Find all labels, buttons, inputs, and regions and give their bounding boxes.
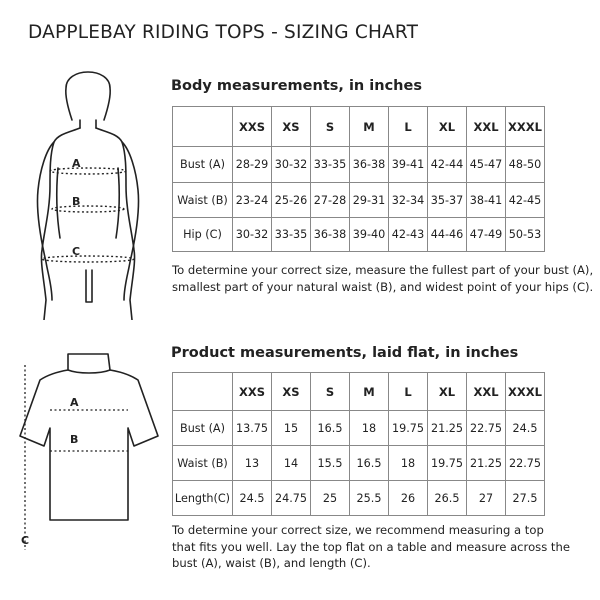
right-arm-outline <box>122 142 139 300</box>
table-row <box>173 147 545 183</box>
body-silhouette-figure <box>0 0 170 320</box>
table-cell: 42-44 <box>428 147 467 183</box>
table-cell: 42-43 <box>389 218 428 252</box>
size-header: XXXL <box>506 107 545 147</box>
table-cell: 22.75 <box>506 446 545 481</box>
note-line: that fits you well. Lay the top flat on a table and measure across the <box>172 539 570 554</box>
table-cell: 13.75 <box>233 411 272 446</box>
collar-outline <box>68 370 110 373</box>
row-label: Bust (A) <box>173 147 233 183</box>
row-label: Bust (A) <box>173 411 233 446</box>
product-measurements-table <box>172 372 545 516</box>
table-cell: 38-41 <box>467 183 506 218</box>
table-cell: 24.5 <box>233 481 272 516</box>
table-header-row <box>173 373 545 411</box>
body-label-c: C <box>72 245 81 258</box>
table-cell: 27.5 <box>506 481 545 516</box>
table-cell: 30-32 <box>233 218 272 252</box>
table-cell: 33-35 <box>311 147 350 183</box>
table-cell: 16.5 <box>311 411 350 446</box>
size-header: M <box>350 373 389 411</box>
note-line: smallest part of your natural waist (B), and widest point of your hips (C). <box>172 279 594 294</box>
note-line: To determine your correct size, we recommend measuring a top <box>172 523 544 537</box>
table-cell: 13 <box>233 446 272 481</box>
table-row <box>173 218 545 252</box>
neck-outline <box>80 120 96 128</box>
table-cell: 26 <box>389 481 428 516</box>
table-cell: 26.5 <box>428 481 467 516</box>
body-measurements-heading: Body measurements, in inches <box>171 78 422 94</box>
product-label-c: C <box>21 534 30 547</box>
table-cell: 15 <box>272 411 311 446</box>
table-cell: 25 <box>311 481 350 516</box>
row-label: Length(C) <box>173 481 233 516</box>
table-cell: 48-50 <box>506 147 545 183</box>
table-cell: 15.5 <box>311 446 350 481</box>
table-cell: 32-34 <box>389 183 428 218</box>
table-cell: 47-49 <box>467 218 506 252</box>
table-cell: 21.25 <box>428 411 467 446</box>
table-cell: 39-41 <box>389 147 428 183</box>
torso-right-outline <box>96 128 135 320</box>
table-cell: 14 <box>272 446 311 481</box>
table-row <box>173 183 545 218</box>
bust-measure-line <box>50 168 126 174</box>
head-outline <box>66 72 110 120</box>
table-row <box>173 446 545 481</box>
row-label: Waist (B) <box>173 446 233 481</box>
size-header: XS <box>272 107 311 147</box>
table-cell: 39-40 <box>350 218 389 252</box>
table-cell: 24.75 <box>272 481 311 516</box>
page-title: DAPPLEBAY RIDING TOPS - SIZING CHART <box>28 22 419 43</box>
hip-measure-line <box>42 256 134 262</box>
body-label-b: B <box>72 195 81 208</box>
size-header: XXS <box>233 107 272 147</box>
product-label-b: B <box>70 433 79 446</box>
waist-measure-line <box>52 206 124 212</box>
body-label-a: A <box>72 157 81 170</box>
table-cell: 19.75 <box>389 411 428 446</box>
table-cell: 21.25 <box>467 446 506 481</box>
size-header: L <box>389 107 428 147</box>
product-label-a: A <box>70 396 79 409</box>
size-header: S <box>311 373 350 411</box>
table-cell: 45-47 <box>467 147 506 183</box>
size-header: XL <box>428 373 467 411</box>
table-header-row <box>173 107 545 147</box>
table-cell: 27 <box>467 481 506 516</box>
size-header: XXL <box>467 373 506 411</box>
table-cell: 44-46 <box>428 218 467 252</box>
size-header: S <box>311 107 350 147</box>
size-header: M <box>350 107 389 147</box>
corner-cell <box>173 373 233 411</box>
body-measurements-table <box>172 106 545 252</box>
table-cell: 23-24 <box>233 183 272 218</box>
table-cell: 50-53 <box>506 218 545 252</box>
table-cell: 18 <box>350 411 389 446</box>
top-outline <box>20 354 158 520</box>
corner-cell <box>173 107 233 147</box>
table-cell: 24.5 <box>506 411 545 446</box>
size-header: XS <box>272 373 311 411</box>
size-header: XL <box>428 107 467 147</box>
table-cell: 27-28 <box>311 183 350 218</box>
table-cell: 33-35 <box>272 218 311 252</box>
table-cell: 36-38 <box>311 218 350 252</box>
table-cell: 16.5 <box>350 446 389 481</box>
size-header: XXL <box>467 107 506 147</box>
table-cell: 22.75 <box>467 411 506 446</box>
left-arm-outline <box>37 142 54 300</box>
leg-gap-outline <box>86 270 92 302</box>
table-cell: 42-45 <box>506 183 545 218</box>
note-line: bust (A), waist (B), and length (C). <box>172 556 371 570</box>
table-cell: 25.5 <box>350 481 389 516</box>
product-measurement-note <box>172 522 570 572</box>
table-cell: 35-37 <box>428 183 467 218</box>
table-cell: 18 <box>389 446 428 481</box>
table-cell: 30-32 <box>272 147 311 183</box>
table-row <box>173 411 545 446</box>
size-header: XXS <box>233 373 272 411</box>
size-header: XXXL <box>506 373 545 411</box>
riding-top-figure <box>0 340 170 560</box>
row-label: Waist (B) <box>173 183 233 218</box>
table-cell: 29-31 <box>350 183 389 218</box>
product-measurements-heading: Product measurements, laid flat, in inches <box>171 345 519 361</box>
table-cell: 28-29 <box>233 147 272 183</box>
table-cell: 36-38 <box>350 147 389 183</box>
table-cell: 25-26 <box>272 183 311 218</box>
table-cell: 19.75 <box>428 446 467 481</box>
body-measurement-note <box>172 262 593 295</box>
row-label: Hip (C) <box>173 218 233 252</box>
size-header: L <box>389 373 428 411</box>
note-line: To determine your correct size, measure the fullest part of your bust (A), <box>172 263 594 277</box>
table-row <box>173 481 545 516</box>
